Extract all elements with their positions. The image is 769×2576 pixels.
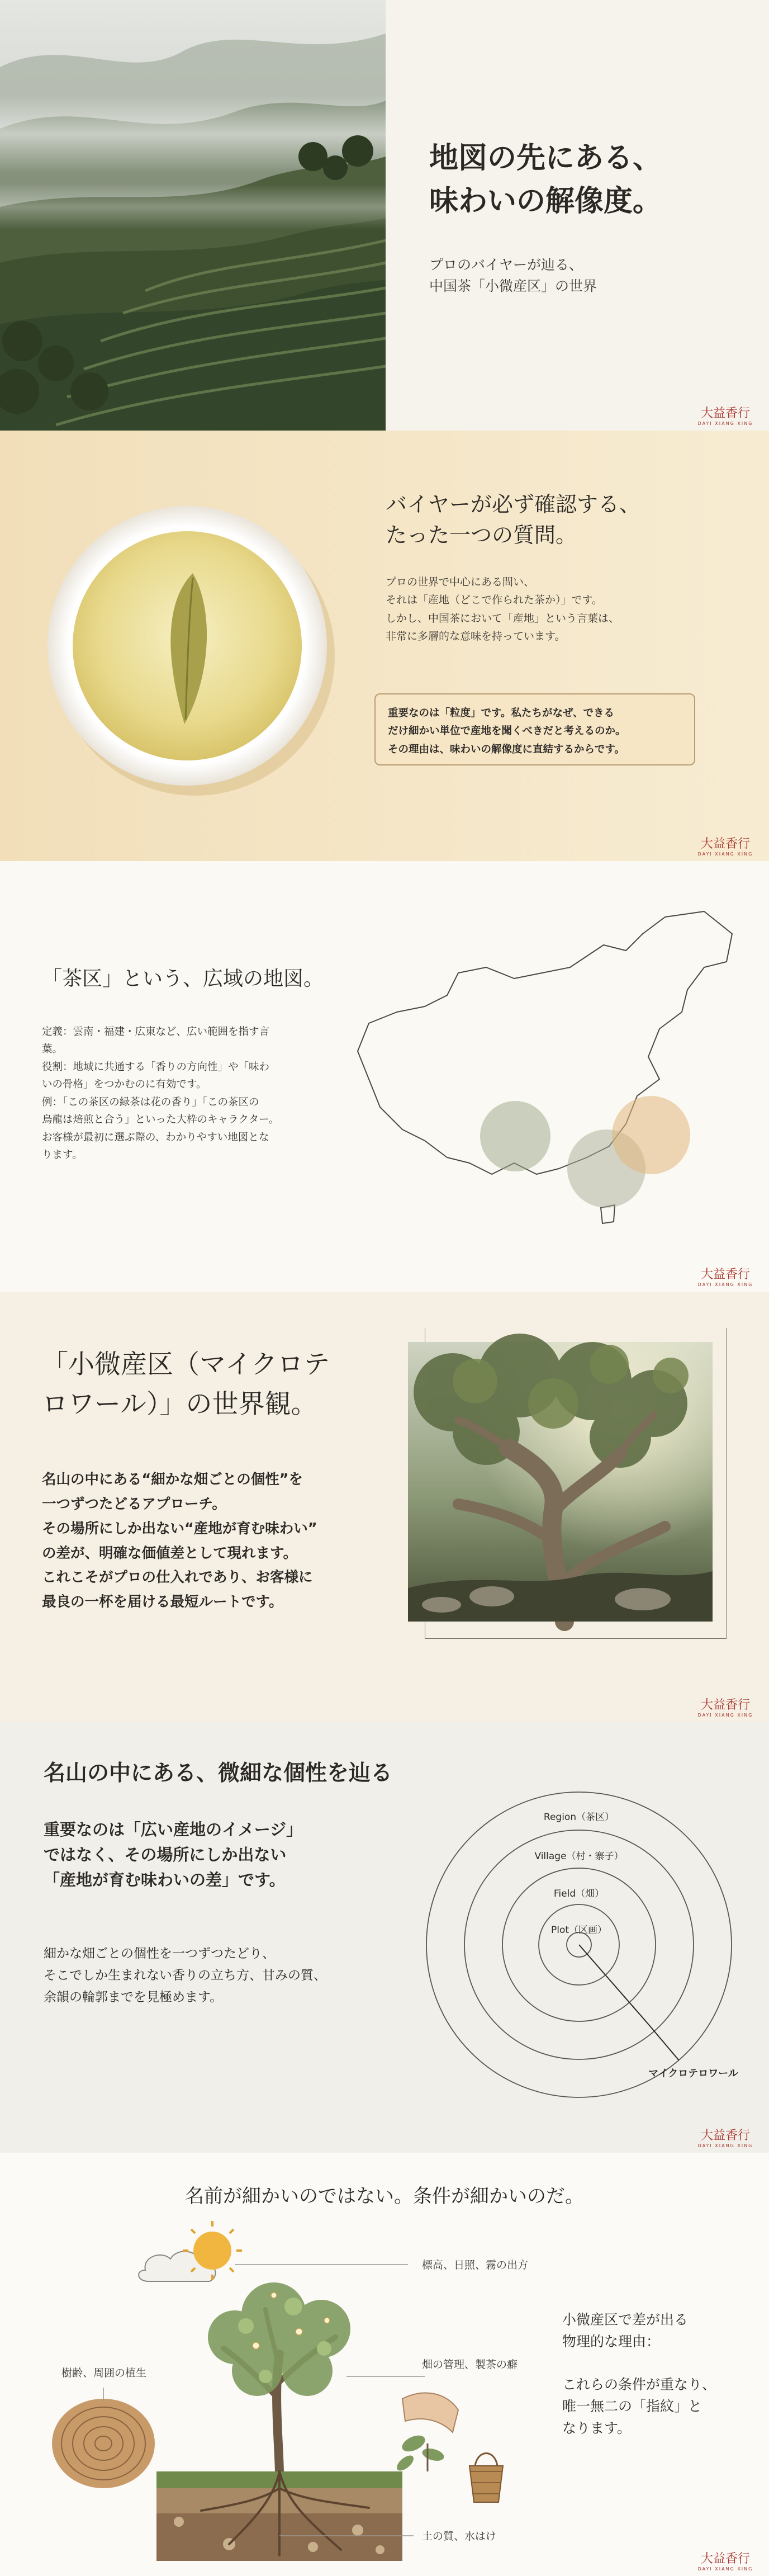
tea-region-body-line: ります。 [42,1149,83,1161]
frame-line-horizontal [425,1638,727,1639]
ancient-tea-tree-image [408,1342,713,1622]
question-callout-line: だけ細かい単位で産地を聞くべきだと考えるのか。 [388,725,626,738]
question-heading-line1: バイヤーが必ず確認する、 [386,492,641,517]
micro-body-line: これこそがプロの仕入れであり、お客様に [42,1569,313,1586]
conditions-side-line: 物理的な理由： [562,2333,661,2350]
label-care: 畑の管理、製茶の癖 [422,2358,518,2371]
pointer-label: マイクロテロワール [648,2068,738,2079]
hero-subtitle [429,254,597,296]
layers-body-line: 余韻の輪郭までを見極めます。 [44,1990,223,2005]
misty-tea-mountain-image [0,0,386,431]
hero-title [429,137,662,223]
layers-body [44,1943,326,2008]
question-body-line: 非常に多層的な意味を持っています。 [386,630,566,642]
china-map [346,895,749,1241]
conditions-side-text [562,2309,716,2440]
ring-label-village: Village（村・寨子） [534,1851,624,1862]
layers-lead-line: 「産地が育む味わいの差」です。 [44,1870,286,1889]
tea-region-body-line: お客様が最初に選ぶ際の、わかりやすい地図とな [42,1131,269,1143]
micro-body-line: の差が、明確な価値差として現れます。 [42,1544,297,1562]
micro-body-line: 最良の一杯を届ける最短ルートです。 [42,1594,283,1611]
micro-heading-line1: 「小微産区（マイクロテ [42,1349,330,1380]
layers-section [0,1722,769,2153]
ring-label-field: Field（畑） [553,1888,605,1899]
tea-region-circle-fujian [612,1096,690,1174]
label-soil: 土の質、水はけ [422,2530,497,2542]
tea-cup-image [25,478,360,814]
tea-region-section [0,861,769,1292]
tea-region-body-line: 役割：地域に共通する「香りの方向性」や「味わ [42,1061,270,1073]
question-body-line: しかし、中国茶において「産地」という言葉は、 [386,612,620,625]
question-callout-line: 重要なのは「粒度」です。私たちがなぜ、できる [388,707,614,719]
layers-body-line: 細かな畑ごとの個性を一つずつたどり、 [44,1946,275,1961]
tea-region-circle-yunnan [480,1101,550,1171]
hero-subtitle-line1: プロのバイヤーが辿る、 [429,257,583,273]
micro-heading-line2: ロワール）」の世界観。 [42,1389,317,1420]
layers-lead [44,1817,302,1893]
tea-region-body-line: 葉。 [42,1043,63,1056]
tea-region-body-line: 定義：雲南・福建・広東など、広い範囲を指す言 [42,1026,270,1038]
question-body-line: プロの世界で中心にある問い、 [386,576,535,588]
tree-ring-stump-icon [52,2399,155,2488]
micro-body-line: 一つずつたどるアプローチ。 [42,1495,226,1512]
tea-region-body-line: 烏龍は焙煎と合う」といった大枠のキャラクター。 [42,1114,279,1126]
hero-title-line1: 地図の先にある、 [429,141,662,175]
layers-heading: 名山の中にある、微細な個性を辿る [44,1760,393,1786]
conditions-side-line: なります。 [562,2419,632,2436]
label-age: 樹齢、周囲の植生 [61,2367,147,2379]
conditions-side-line: これらの条件が重なり、 [562,2376,716,2393]
question-heading [386,489,640,551]
soil-cross-section [156,2471,402,2561]
tree-foliage [208,2282,350,2396]
micro-heading [42,1345,330,1425]
conditions-side-line: 唯一無二の「指紋」と [562,2398,702,2414]
micro-body-line: 名山の中にある“細かな畑ごとの個性”を [42,1471,303,1488]
ring-label-region: Region（茶区） [543,1812,615,1823]
question-body [386,573,619,645]
hero-subtitle-line2: 中国茶「小微産区」の世界 [429,277,597,294]
tea-region-body [42,1023,279,1164]
question-callout-line: その理由は、味わいの解像度に直結するからです。 [388,743,625,755]
micro-terroir-section [0,1292,769,1722]
conditions-heading: 名前が細かいのではない。条件が細かいのだ。 [185,2185,584,2208]
question-callout-box [374,693,695,765]
brand-logo: 大益香行 DAYI XIANG XING [697,2552,753,2572]
brand-logo: 大益香行 DAYI XIANG XING [697,1268,753,1287]
tea-region-body-line: いの骨格」をつかむのに有効です。 [42,1079,207,1091]
tea-region-body-line: 例：「この茶区の緑茶は花の香り」「この茶区の [42,1096,259,1108]
layers-lead-line: 重要なのは「広い産地のイメージ」 [44,1820,303,1839]
layers-body-line: そこでしか生まれない香りの立ち方、甘みの質、 [44,1968,326,1983]
brand-logo: 大益香行 DAYI XIANG XING [697,2129,753,2148]
label-sky: 標高、日照、霧の出方 [422,2259,529,2271]
tea-basket-icon [469,2454,503,2503]
tea-tree-illustration [11,2209,529,2572]
question-heading-line2: たった一つの質問。 [386,523,577,548]
brand-logo: 大益香行 DAYI XIANG XING [697,407,753,426]
hero-title-line2: 味わいの解像度。 [429,183,662,218]
hero-section [0,0,769,431]
ring-label-plot: Plot（区画） [550,1925,607,1936]
tea-region-heading: 「茶区」という、広域の地図。 [42,967,324,990]
layers-lead-line: ではなく、その場所にしか出ない [44,1845,287,1864]
micro-body-line: その場所にしか出ない“産地が育む味わい” [42,1520,317,1537]
hands-picking-leaves-icon [394,2393,458,2474]
question-section [0,431,769,861]
micro-body [42,1468,317,1615]
conditions-section [0,2153,769,2576]
pointer-line [579,1945,679,2060]
question-body-line: それは「産地（どこで作られた茶か）」です。 [386,594,602,607]
conditions-side-line: 小微産区で差が出る [562,2312,689,2328]
concentric-rings-diagram [414,1733,760,2136]
brand-logo: 大益香行 DAYI XIANG XING [697,1698,753,1718]
brand-logo: 大益香行 DAYI XIANG XING [697,837,753,857]
